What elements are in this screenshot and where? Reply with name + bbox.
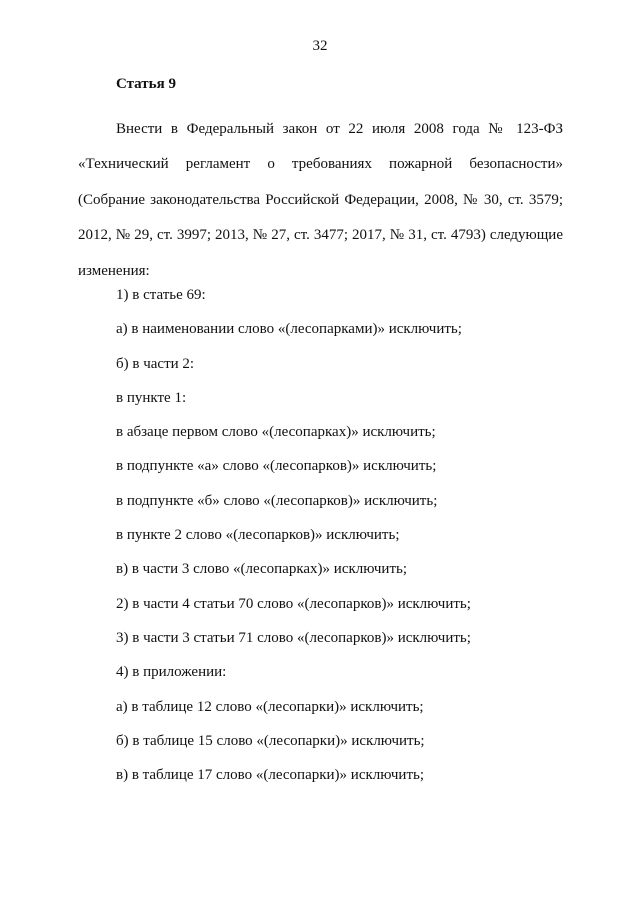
article-title: Статья 9 xyxy=(116,76,176,92)
intro-line: «Технический регламент о требованиях пожарной безопасности» xyxy=(78,156,563,173)
intro-line: изменения: xyxy=(78,262,150,279)
list-item: а) в наименовании слово «(лесопарками)» исключить; xyxy=(116,321,462,338)
intro-line: Внести в Федеральный закон от 22 июля 2008 года № 123-ФЗ xyxy=(116,121,563,137)
list-item: в пункте 2 слово «(лесопарков)» исключить; xyxy=(116,527,400,544)
amendment-list xyxy=(116,286,471,800)
list-item: в абзаце первом слово «(лесопарках)» исключить; xyxy=(116,424,436,441)
list-item: б) в части 2: xyxy=(116,355,195,372)
list-item: в) в части 3 слово «(лесопарках)» исключить; xyxy=(116,561,408,578)
list-item: в подпункте «а» слово «(лесопарков)» исключить; xyxy=(116,458,437,475)
list-item: в подпункте «б» слово «(лесопарков)» исключить; xyxy=(116,492,438,509)
intro-line: (Собрание законодательства Российской Федерации, 2008, № 30, ст. 3579; xyxy=(78,191,563,208)
list-item: 1) в статье 69: xyxy=(116,287,206,303)
article-intro-paragraph xyxy=(78,112,563,289)
list-item: в пункте 1: xyxy=(116,389,187,406)
list-item: б) в таблице 15 слово «(лесопарки)» исключить; xyxy=(116,732,425,749)
page-number: 32 xyxy=(312,38,328,54)
list-item: а) в таблице 12 слово «(лесопарки)» исключить; xyxy=(116,698,424,715)
list-item: 3) в части 3 статьи 71 слово «(лесопарков)» исключить; xyxy=(116,629,471,646)
list-item: 4) в приложении: xyxy=(116,664,227,681)
list-item: в) в таблице 17 слово «(лесопарки)» исключить; xyxy=(116,767,425,784)
list-item: 2) в части 4 статьи 70 слово «(лесопарков)» исключить; xyxy=(116,595,471,612)
intro-line: 2012, № 29, ст. 3997; 2013, № 27, ст. 3477; 2017, № 31, ст. 4793) следующие xyxy=(78,227,563,244)
